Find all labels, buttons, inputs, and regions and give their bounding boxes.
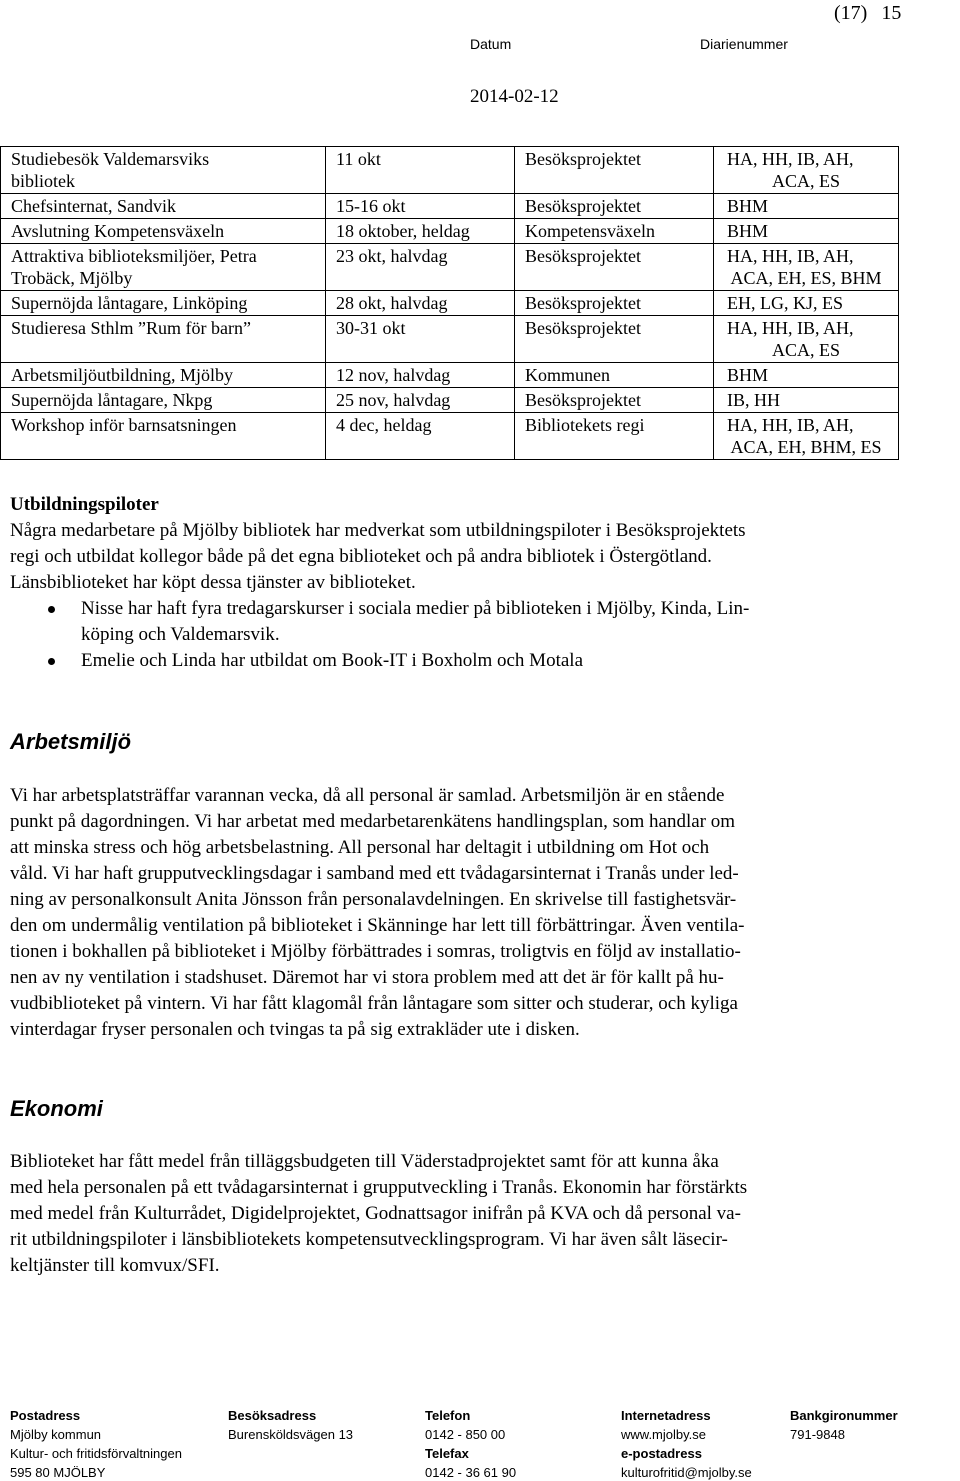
activity-line: Attraktiva biblioteksmiljöer, Petra	[11, 246, 257, 266]
footer-epost-value[interactable]: kulturofritid@mjolby.se	[621, 1465, 752, 1480]
participants-cell	[714, 147, 899, 194]
paragraph-line: keltjänster till komvux/SFI.	[10, 1255, 220, 1276]
page-number: (17) 15	[834, 2, 902, 24]
date-label: Datum	[470, 36, 512, 52]
paragraph-line: vudbiblioteket på vintern. Vi har fått klagomål från låntagare som sitter och studerar, och kyliga	[10, 993, 738, 1014]
utbildning-heading: Utbildningspiloter	[10, 494, 159, 515]
participants-cell	[714, 316, 899, 363]
participants-line: EH, LG, KJ, ES	[727, 293, 843, 313]
participants-line: HA, HH, IB, AH,	[727, 149, 854, 169]
table-row	[1, 147, 899, 194]
footer-postadress-3: 595 80 MJÖLBY	[10, 1465, 106, 1480]
table-row	[1, 219, 899, 244]
participants-line: ACA, EH, BHM, ES	[730, 437, 882, 457]
participants-cell	[714, 291, 899, 316]
footer-bankgiro-label: Bankgironummer	[790, 1408, 898, 1423]
ekonomi-heading: Ekonomi	[10, 1096, 103, 1121]
organizer-cell: Besöksprojektet	[515, 194, 714, 219]
date-cell: 28 okt, halvdag	[326, 291, 515, 316]
participants-line: ACA, EH, ES, BHM	[730, 268, 882, 288]
organizer-cell: Kommunen	[515, 363, 714, 388]
diarie-label: Diarienummer	[700, 36, 788, 52]
participants-line: HA, HH, IB, AH,	[727, 318, 854, 338]
date-cell: 4 dec, heldag	[326, 413, 515, 460]
footer-besok-label: Besöksadress	[228, 1408, 317, 1423]
paragraph-line: punkt på dagordningen. Vi har arbetat med medarbetarenkätens handlingsplan, som handlar om	[10, 811, 736, 832]
activities-table	[0, 146, 899, 460]
activity-cell	[1, 291, 326, 316]
activity-line: Trobäck, Mjölby	[11, 268, 133, 288]
paragraph-line: Några medarbetare på Mjölby bibliotek har medverkat som utbildningspiloter i Besöksprojektets	[10, 520, 746, 541]
activity-line: Avslutning Kompetensväxeln	[11, 221, 225, 241]
organizer-cell: Besöksprojektet	[515, 147, 714, 194]
activity-cell	[1, 316, 326, 363]
participants-line: BHM	[727, 196, 769, 216]
activity-cell	[1, 244, 326, 291]
table-row	[1, 316, 899, 363]
ekonomi-section	[10, 1096, 910, 1279]
date-cell: 23 okt, halvdag	[326, 244, 515, 291]
table-row	[1, 413, 899, 460]
paragraph-line: Vi har arbetsplatsträffar varannan vecka, då all personal är samlad. Arbetsmiljön är en stående	[10, 785, 725, 806]
date-cell: 12 nov, halvdag	[326, 363, 515, 388]
bullet-line: Nisse har haft fyra tredagarskurser i sociala medier på biblioteken i Mjölby, Kinda, Lin-	[81, 598, 750, 619]
participants-line: BHM	[727, 365, 769, 385]
date-cell: 11 okt	[326, 147, 515, 194]
table-row	[1, 244, 899, 291]
paragraph-line: den om undermålig ventilation på biblioteket i Skänninge har lett till förbättringar. Även ventila-	[10, 915, 745, 936]
table-row	[1, 194, 899, 219]
activity-cell	[1, 147, 326, 194]
bullet-item	[10, 648, 910, 674]
date-cell: 15-16 okt	[326, 194, 515, 219]
bullet-dot-icon	[48, 658, 55, 665]
footer-bankgiro-value: 791-9848	[790, 1427, 845, 1442]
paragraph-line: att minska stress och hög arbetsbelastning. All personal har deltagit i utbildning om Hot och	[10, 837, 710, 858]
participants-line: HA, HH, IB, AH,	[727, 246, 854, 266]
table-row	[1, 388, 899, 413]
activity-line: Supernöjda låntagare, Linköping	[11, 293, 248, 313]
bullet-line: Emelie och Linda har utbildat om Book-IT i Boxholm och Motala	[81, 650, 583, 671]
table-row	[1, 291, 899, 316]
activity-line: bibliotek	[11, 171, 75, 191]
participants-line: ACA, ES	[771, 171, 840, 191]
organizer-cell: Besöksprojektet	[515, 388, 714, 413]
footer-telefon-value: 0142 - 850 00	[425, 1427, 506, 1442]
utbildning-section	[10, 492, 910, 674]
date-cell: 25 nov, halvdag	[326, 388, 515, 413]
activity-line: Studieresa Sthlm ”Rum för barn”	[11, 318, 251, 338]
footer-besok-value: Burensköldsvägen 13	[228, 1427, 354, 1442]
page-number-secondary: 15	[881, 2, 902, 24]
participants-line: IB, HH	[727, 390, 780, 410]
participants-cell	[714, 363, 899, 388]
participants-line: HA, HH, IB, AH,	[727, 415, 854, 435]
participants-line: ACA, ES	[771, 340, 840, 360]
footer-postadress-1: Mjölby kommun	[10, 1427, 102, 1442]
paragraph-line: med hela personalen på ett tvådagarsinternat i grupputveckling i Tranås. Ekonomin har förstärkts	[10, 1177, 748, 1198]
footer-telefon-label: Telefon	[425, 1408, 471, 1423]
organizer-cell: Besöksprojektet	[515, 316, 714, 363]
activity-line: Studiebesök Valdemarsviks	[11, 149, 210, 169]
paragraph-line: regi och utbildat kollegor både på det egna biblioteket och på andra bibliotek i Östergötland.	[10, 546, 712, 567]
participants-cell	[714, 413, 899, 460]
activity-line: Chefsinternat, Sandvik	[11, 196, 176, 216]
activity-cell	[1, 363, 326, 388]
paragraph-line: med medel från Kulturrådet, Digidelprojektet, Godnattsagor inifrån på KVA och då personal va-	[10, 1203, 741, 1224]
paragraph-line: rit utbildningspiloter i länsbibliotekets kompetensutvecklingsprogram. Vi har även sålt läsecir-	[10, 1229, 728, 1250]
activity-cell	[1, 413, 326, 460]
paragraph-line: ning av personalkonsult Anita Jönsson från personalavdelningen. En skrivelse till fastighetsvär-	[10, 889, 737, 910]
participants-cell	[714, 388, 899, 413]
footer-postadress-2: Kultur- och fritidsförvaltningen	[10, 1446, 182, 1461]
paragraph-line: tionen i bokhallen på biblioteket i Mjölby förbättrades i somras, troligtvis en följd av installatio-	[10, 941, 741, 962]
activity-cell	[1, 219, 326, 244]
footer-telefax-label: Telefax	[425, 1446, 469, 1461]
organizer-cell: Besöksprojektet	[515, 291, 714, 316]
date-cell: 30-31 okt	[326, 316, 515, 363]
participants-cell	[714, 194, 899, 219]
activity-line: Workshop inför barnsatsningen	[11, 415, 237, 435]
footer-postadress-label: Postadress	[10, 1408, 81, 1423]
organizer-cell: Kompetensväxeln	[515, 219, 714, 244]
bullet-item	[10, 596, 910, 648]
bullet-dot-icon	[48, 606, 55, 613]
activity-line: Supernöjda låntagare, Nkpg	[11, 390, 213, 410]
paragraph-line: Biblioteket har fått medel från tilläggsbudgeten till Väderstadprojektet samt för att kunna åka	[10, 1151, 719, 1172]
footer-telefax-value: 0142 - 36 61 90	[425, 1465, 517, 1480]
organizer-cell: Bibliotekets regi	[515, 413, 714, 460]
participants-cell	[714, 244, 899, 291]
utbildning-bullets	[10, 596, 910, 674]
activity-cell	[1, 388, 326, 413]
date-value: 2014-02-12	[470, 86, 559, 107]
paragraph-line: våld. Vi har haft grupputvecklingsdagar i samband med ett tvådagarsinternat i Tranås under led-	[10, 863, 739, 884]
paragraph-line: nen av ny ventilation i stadshuset. Däremot har vi stora problem med att det är för kallt på hu-	[10, 967, 724, 988]
date-cell: 18 oktober, heldag	[326, 219, 515, 244]
footer-epost-label: e-postadress	[621, 1446, 702, 1461]
paragraph-line: vinterdagar fryser personalen och tvingas ta på sig extrakläder ute i disken.	[10, 1019, 580, 1040]
arbetsmiljo-section	[10, 729, 910, 1043]
bullet-line: köping och Valdemarsvik.	[81, 624, 280, 645]
footer-internet-label: Internetadress	[621, 1408, 711, 1423]
participants-line: BHM	[727, 221, 769, 241]
activity-line: Arbetsmiljöutbildning, Mjölby	[11, 365, 234, 385]
paragraph-line: Länsbiblioteket har köpt dessa tjänster av biblioteket.	[10, 572, 416, 593]
footer-internet-value[interactable]: www.mjolby.se	[621, 1427, 707, 1442]
arbetsmiljo-heading: Arbetsmiljö	[10, 729, 132, 754]
participants-cell	[714, 219, 899, 244]
organizer-cell: Besöksprojektet	[515, 244, 714, 291]
table-row	[1, 363, 899, 388]
activity-cell	[1, 194, 326, 219]
